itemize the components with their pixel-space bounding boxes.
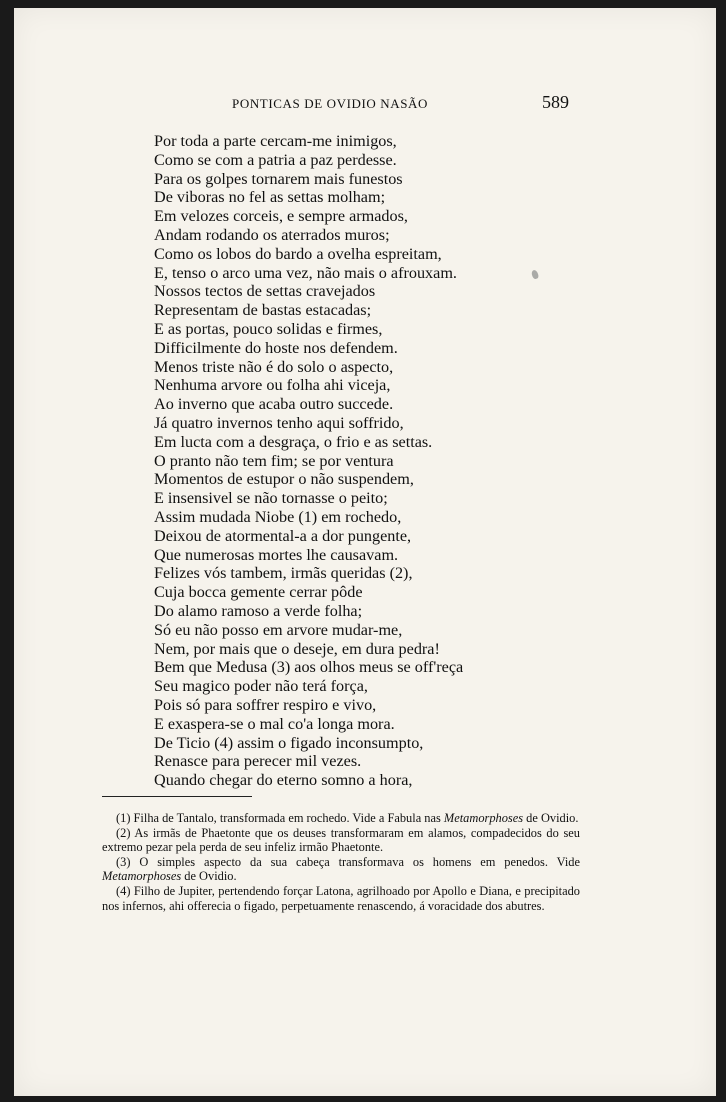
running-title: PONTICAS DE OVIDIO NASÃO — [232, 96, 429, 111]
footnote-1 — [102, 811, 580, 826]
poem-line: Em velozes corceis, e sempre armados, — [154, 207, 408, 226]
footnote-divider — [102, 796, 252, 797]
poem-line: Como se com a patria a paz perdesse. — [154, 150, 397, 169]
poem-line: E exaspera-se o mal co'a longa mora. — [154, 714, 395, 733]
poem-line: Felizes vós tambem, irmãs queridas (2), — [154, 564, 413, 583]
poem-line: Assim mudada Niobe (1) em rochedo, — [154, 507, 402, 526]
poem-line: Bem que Medusa (3) aos olhos meus se off'reça — [154, 658, 464, 677]
footnotes — [102, 811, 580, 913]
poem-line: Pois só para soffrer respiro e vivo, — [154, 695, 377, 714]
poem-line: Do alamo ramoso a verde folha; — [154, 601, 363, 620]
poem-line: Renasce para perecer mil vezes. — [154, 752, 362, 771]
page-number: 589 — [542, 92, 569, 112]
poem-line: Nossos tectos de settas cravejados — [154, 282, 376, 301]
poem-line: Andam rodando os aterrados muros; — [154, 225, 390, 244]
poem-line: Nenhuma arvore ou folha ahi viceja, — [154, 376, 391, 395]
page-header — [14, 92, 716, 116]
poem-line: O pranto não tem fim; se por ventura — [154, 451, 394, 470]
poem-line: Para os golpes tornarem mais funestos — [154, 169, 403, 188]
poem-line: Que numerosas mortes lhe causavam. — [154, 545, 399, 564]
poem-line: E, tenso o arco uma vez, não mais o afrouxam. — [154, 263, 457, 282]
poem-line: Em lucta com a desgraça, o frio e as settas. — [154, 432, 433, 451]
poem-line: E insensivel se não tornasse o peito; — [154, 489, 388, 508]
footnote-text: de Ovidio. — [181, 869, 237, 884]
poem-line: De viboras no fel as settas molham; — [154, 188, 386, 207]
poem-line: Já quatro invernos tenho aqui soffrido, — [154, 413, 404, 432]
footnote-4: (4) Filho de Jupiter, pertendendo forçar Latona, agrilhoado por Apollo e Diana, e precipitado nos infernos, ahi offerecia o figado, perpetuamente renascendo, á voracidade dos abutres. — [102, 883, 580, 913]
poem-line: Deixou de atormental-a a dor pungente, — [154, 526, 412, 545]
poem-line: Só eu não posso em arvore mudar-me, — [154, 620, 403, 639]
footnote-text: (1) Filha de Tantalo, transformada em rochedo. Vide a Fabula nas — [116, 811, 444, 825]
book-page — [14, 8, 716, 1096]
footnote-text: de Ovidio. — [523, 811, 579, 825]
footnote-2: (2) As irmãs de Phaetonte que os deuses transformaram em alamos, compadecidos do seu extremo pezar pela perda de seu infeliz irmão Phaetonte. — [102, 825, 580, 855]
poem-line: Cuja bocca gemente cerrar pôde — [154, 583, 363, 602]
poem-line: Como os lobos do bardo a ovelha espreitam, — [154, 244, 442, 263]
poem-line: Menos triste não é do solo o aspecto, — [154, 357, 394, 376]
footnote-italic: Metamorphoses — [102, 869, 182, 884]
poem-line: Ao inverno que acaba outro succede. — [154, 395, 394, 414]
poem-text — [154, 132, 654, 790]
poem-line: Representam de bastas estacadas; — [154, 301, 372, 320]
poem-line: Difficilmente do hoste nos defendem. — [154, 338, 398, 357]
poem-line: Nem, por mais que o deseje, em dura pedra! — [154, 639, 440, 658]
poem-line: Momentos de estupor o não suspendem, — [154, 470, 414, 489]
poem-line: Quando chegar do eterno somno a hora, — [154, 771, 413, 790]
poem-line: Seu magico poder não terá força, — [154, 677, 368, 696]
footnote-3 — [102, 855, 580, 884]
poem-line: E as portas, pouco solidas e firmes, — [154, 319, 383, 338]
footnote-text: (3) O simples aspecto da sua cabeça transformava os homens em penedos. Vide — [116, 854, 580, 869]
footnote-italic: Metamorphoses — [443, 811, 524, 825]
poem-line: Por toda a parte cercam-me inimigos, — [154, 132, 397, 150]
poem-line: De Ticio (4) assim o figado inconsumpto, — [154, 733, 424, 752]
